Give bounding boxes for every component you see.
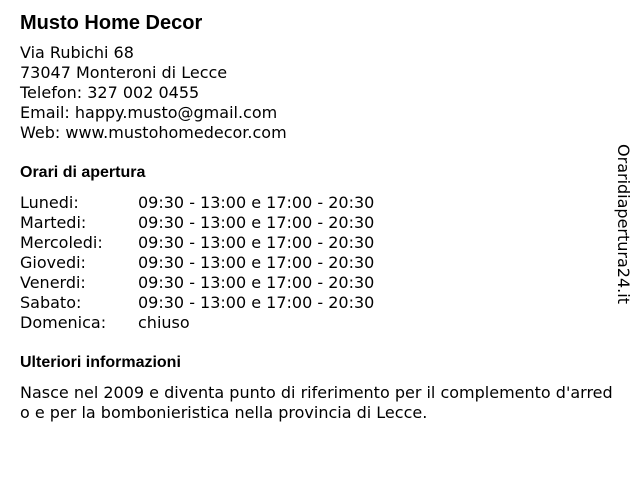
day-label: Sabato: — [20, 293, 82, 312]
hours-row-thursday — [20, 253, 616, 273]
watermark-text: Oraridiapertura24.it — [614, 144, 634, 304]
phone-text: Telefon: 327 002 0455 — [20, 83, 200, 102]
day-hours: chiuso — [138, 313, 190, 332]
day-hours: 09:30 - 13:00 e 17:00 - 20:30 — [138, 193, 375, 212]
day-hours: 09:30 - 13:00 e 17:00 - 20:30 — [138, 213, 375, 232]
day-hours: 09:30 - 13:00 e 17:00 - 20:30 — [138, 293, 375, 312]
day-label: Venerdi: — [20, 273, 86, 292]
email-text: Email: happy.musto@gmail.com — [20, 103, 278, 122]
day-label: Giovedi: — [20, 253, 86, 272]
hours-row-saturday — [20, 293, 616, 313]
hours-row-wednesday — [20, 233, 616, 253]
hours-row-friday — [20, 273, 616, 293]
day-hours: 09:30 - 13:00 e 17:00 - 20:30 — [138, 273, 375, 292]
day-label: Domenica: — [20, 313, 107, 332]
web-text: Web: www.mustohomedecor.com — [20, 123, 287, 142]
day-label: Martedi: — [20, 213, 87, 232]
day-label: Mercoledi: — [20, 233, 103, 252]
more-info-heading: Ulteriori informazioni — [20, 354, 181, 371]
business-name: Musto Home Decor — [20, 12, 203, 34]
hours-row-sunday — [20, 313, 616, 333]
contact-block — [20, 43, 616, 143]
day-label: Lunedi: — [20, 193, 79, 212]
hours-row-monday — [20, 193, 616, 213]
opening-hours-heading: Orari di apertura — [20, 164, 146, 181]
address-street: Via Rubichi 68 — [20, 43, 134, 62]
business-card — [20, 11, 616, 423]
more-info-text: Nasce nel 2009 e diventa punto di riferimento per il complemento d'arredo e per la bombonieristica nella provincia di Lecce. — [20, 383, 613, 422]
hours-row-tuesday — [20, 213, 616, 233]
day-hours: 09:30 - 13:00 e 17:00 - 20:30 — [138, 253, 375, 272]
day-hours: 09:30 - 13:00 e 17:00 - 20:30 — [138, 233, 375, 252]
opening-hours-table — [20, 193, 616, 333]
site-watermark — [612, 135, 634, 313]
address-city: 73047 Monteroni di Lecce — [20, 63, 228, 82]
